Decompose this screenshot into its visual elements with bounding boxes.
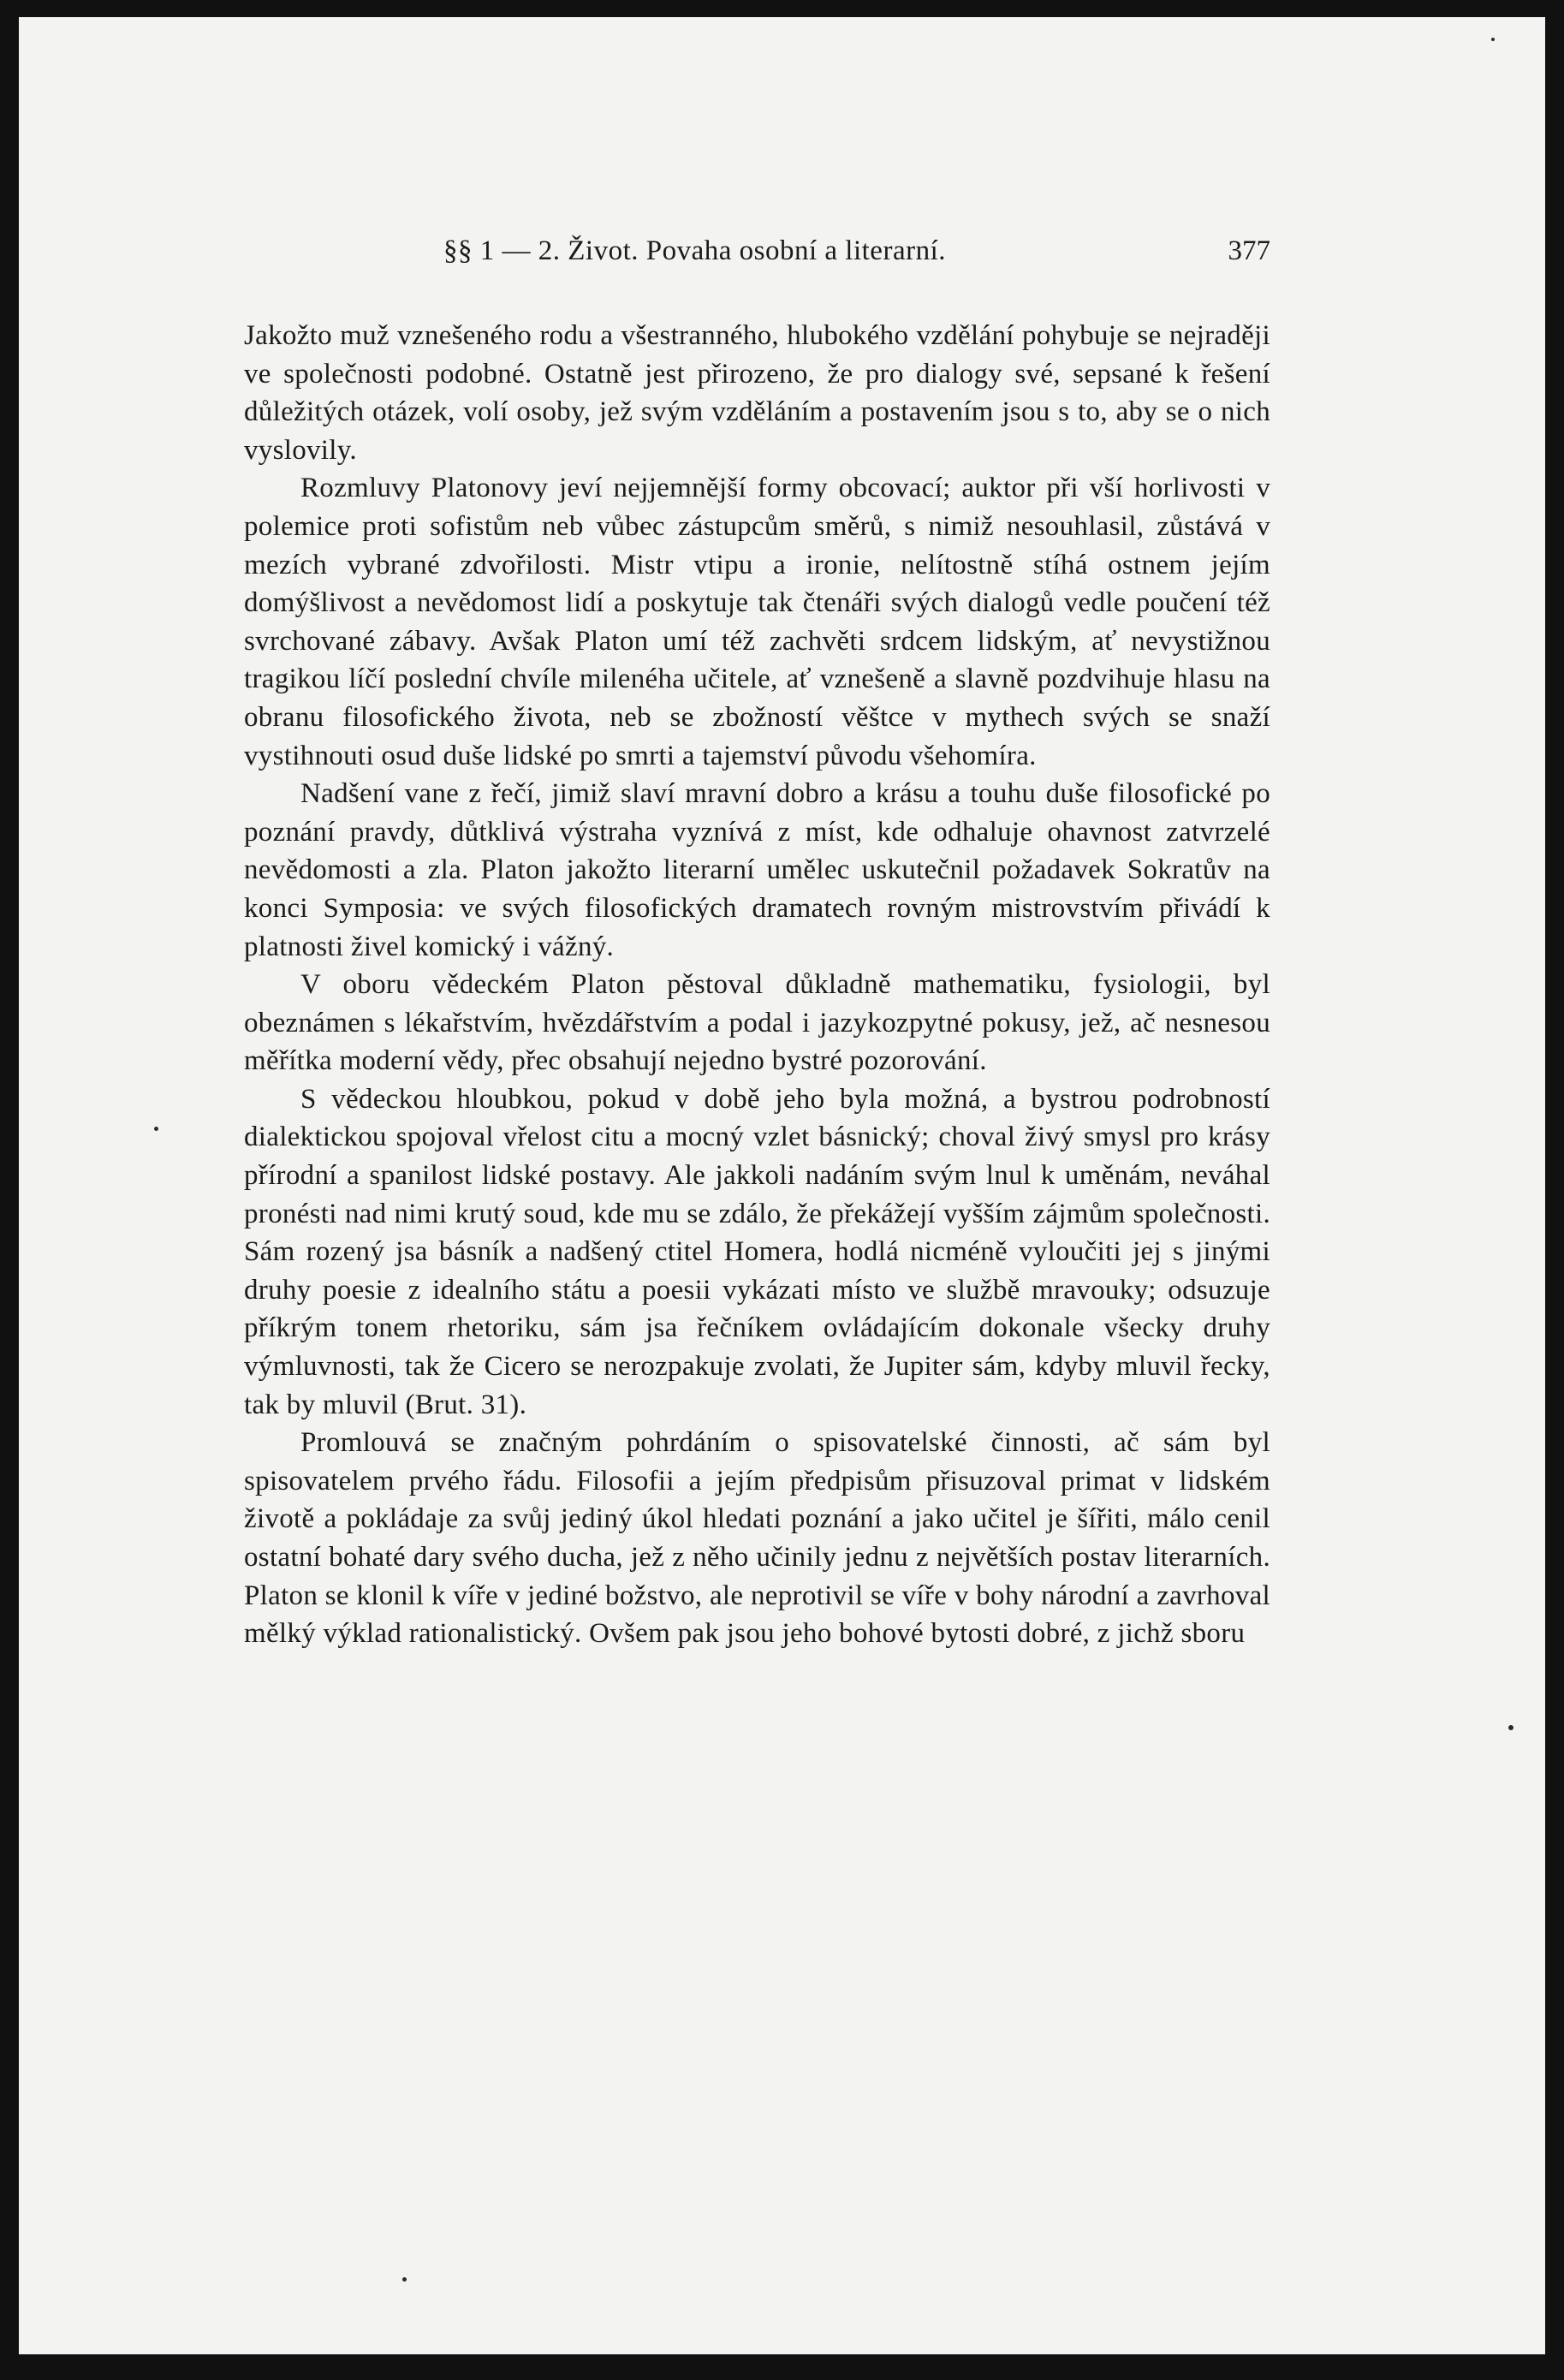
scan-speck <box>402 2277 407 2282</box>
paragraph: V oboru vědeckém Platon pěstoval důkladně mathematiku, fysiologii, byl obeznámen s lékařstvím, hvězdářstvím a podal i jazykozpytné pokusy, jež, ač nesnesou měřítka moderní vědy, přec obsahují nejedno bystré pozorování. <box>244 969 1270 1077</box>
scan-speck <box>154 1127 158 1131</box>
scan-speck <box>1508 1725 1513 1730</box>
running-title: §§ 1 — 2. Život. Povaha osobní a literarní. <box>443 235 946 266</box>
paragraph: S vědeckou hloubkou, pokud v době jeho byla možná, a bystrou podrobností dialektickou spojoval vřelost citu a mocný vzlet básnický; choval živý smysl pro krásy přírodní a spanilost lidské postavy. Ale jakkoli nadáním svým lnul k uměnám, neváhal pronésti nad nimi krutý soud, kde mu se zdálo, že překážejí vyšším zájmům společnosti. Sám rozený jsa básník a nadšený ctitel Homera, hodlá nicméně vyloučiti jej s jinými druhy poesie z idealního státu a poesii vykázati místo ve službě mravouky; odsuzuje příkrým tonem rhetoriku, sám jsa řečníkem ovládajícím dokonale všecky druhy výmluvnosti, tak že Cicero se nerozpakuje zvolati, že Jupiter sám, kdyby mluvil řecky, tak by mluvil (Brut. 31). <box>244 1083 1270 1420</box>
body-text <box>244 317 1270 1653</box>
scanned-page <box>19 17 1545 2354</box>
paragraph: Rozmluvy Platonovy jeví nejjemnější formy obcovací; auktor při vší horlivosti v polemice proti sofistům neb vůbec zástupcům směrů, s nimiž nesouhlasil, zůstává v mezích vybrané zdvořilosti. Mistr vtipu a ironie, nelítostně stíhá ostnem jejím domýšlivost a nevědomost lidí a poskytuje tak čtenáři svých dialogů vedle poučení též svrchované zábavy. Avšak Platon umí též zachvěti srdcem lidským, ať nevystižnou tragikou líčí poslední chvíle milenéha učitele, ať vznešeně a slavně pozdvihuje hlasu na obranu filosofického života, neb se zbožností věštce v mythech svých se snaží vystihnouti osud duše lidské po smrti a tajemství původu všehomíra. <box>244 473 1270 771</box>
scan-speck <box>1491 38 1495 41</box>
page-header <box>443 235 1270 273</box>
paragraph: Jakožto muž vznešeného rodu a všestranného, hlubokého vzdělání pohybuje se nejraději ve společnosti podobné. Ostatně jest přirozeno, že pro dialogy své, sepsané k řešení důležitých otázek, volí osoby, jež svým vzděláním a postavením jsou s to, aby se o nich vyslovily. <box>244 320 1270 466</box>
paragraph: Nadšení vane z řečí, jimiž slaví mravní dobro a krásu a touhu duše filosofické po poznání pravdy, důtklivá výstraha vyznívá z míst, kde odhaluje ohavnost zatvrzelé nevědomosti a zla. Platon jakožto literarní umělec uskutečnil požadavek Sokratův na konci Symposia: ve svých filosofických dramatech rovným mistrovstvím přivádí k platnosti živel komický i vážný. <box>244 778 1270 962</box>
page-number: 377 <box>1228 235 1270 266</box>
paragraph: Promlouvá se značným pohrdáním o spisovatelské činnosti, ač sám byl spisovatelem prvého řádu. Filosofii a jejím předpisům přisuzoval primat v lidském životě a pokládaje za svůj jediný úkol hledati poznání a jako učitel je šířiti, málo cenil ostatní bohaté dary svého ducha, jež z něho učinily jednu z největších postav literarních. Platon se klonil k víře v jediné božstvo, ale neprotivil se víře v bohy národní a zavrhoval mělký výklad rationalistický. Ovšem pak jsou jeho bohové bytosti dobré, z jichž sboru <box>244 1427 1270 1650</box>
